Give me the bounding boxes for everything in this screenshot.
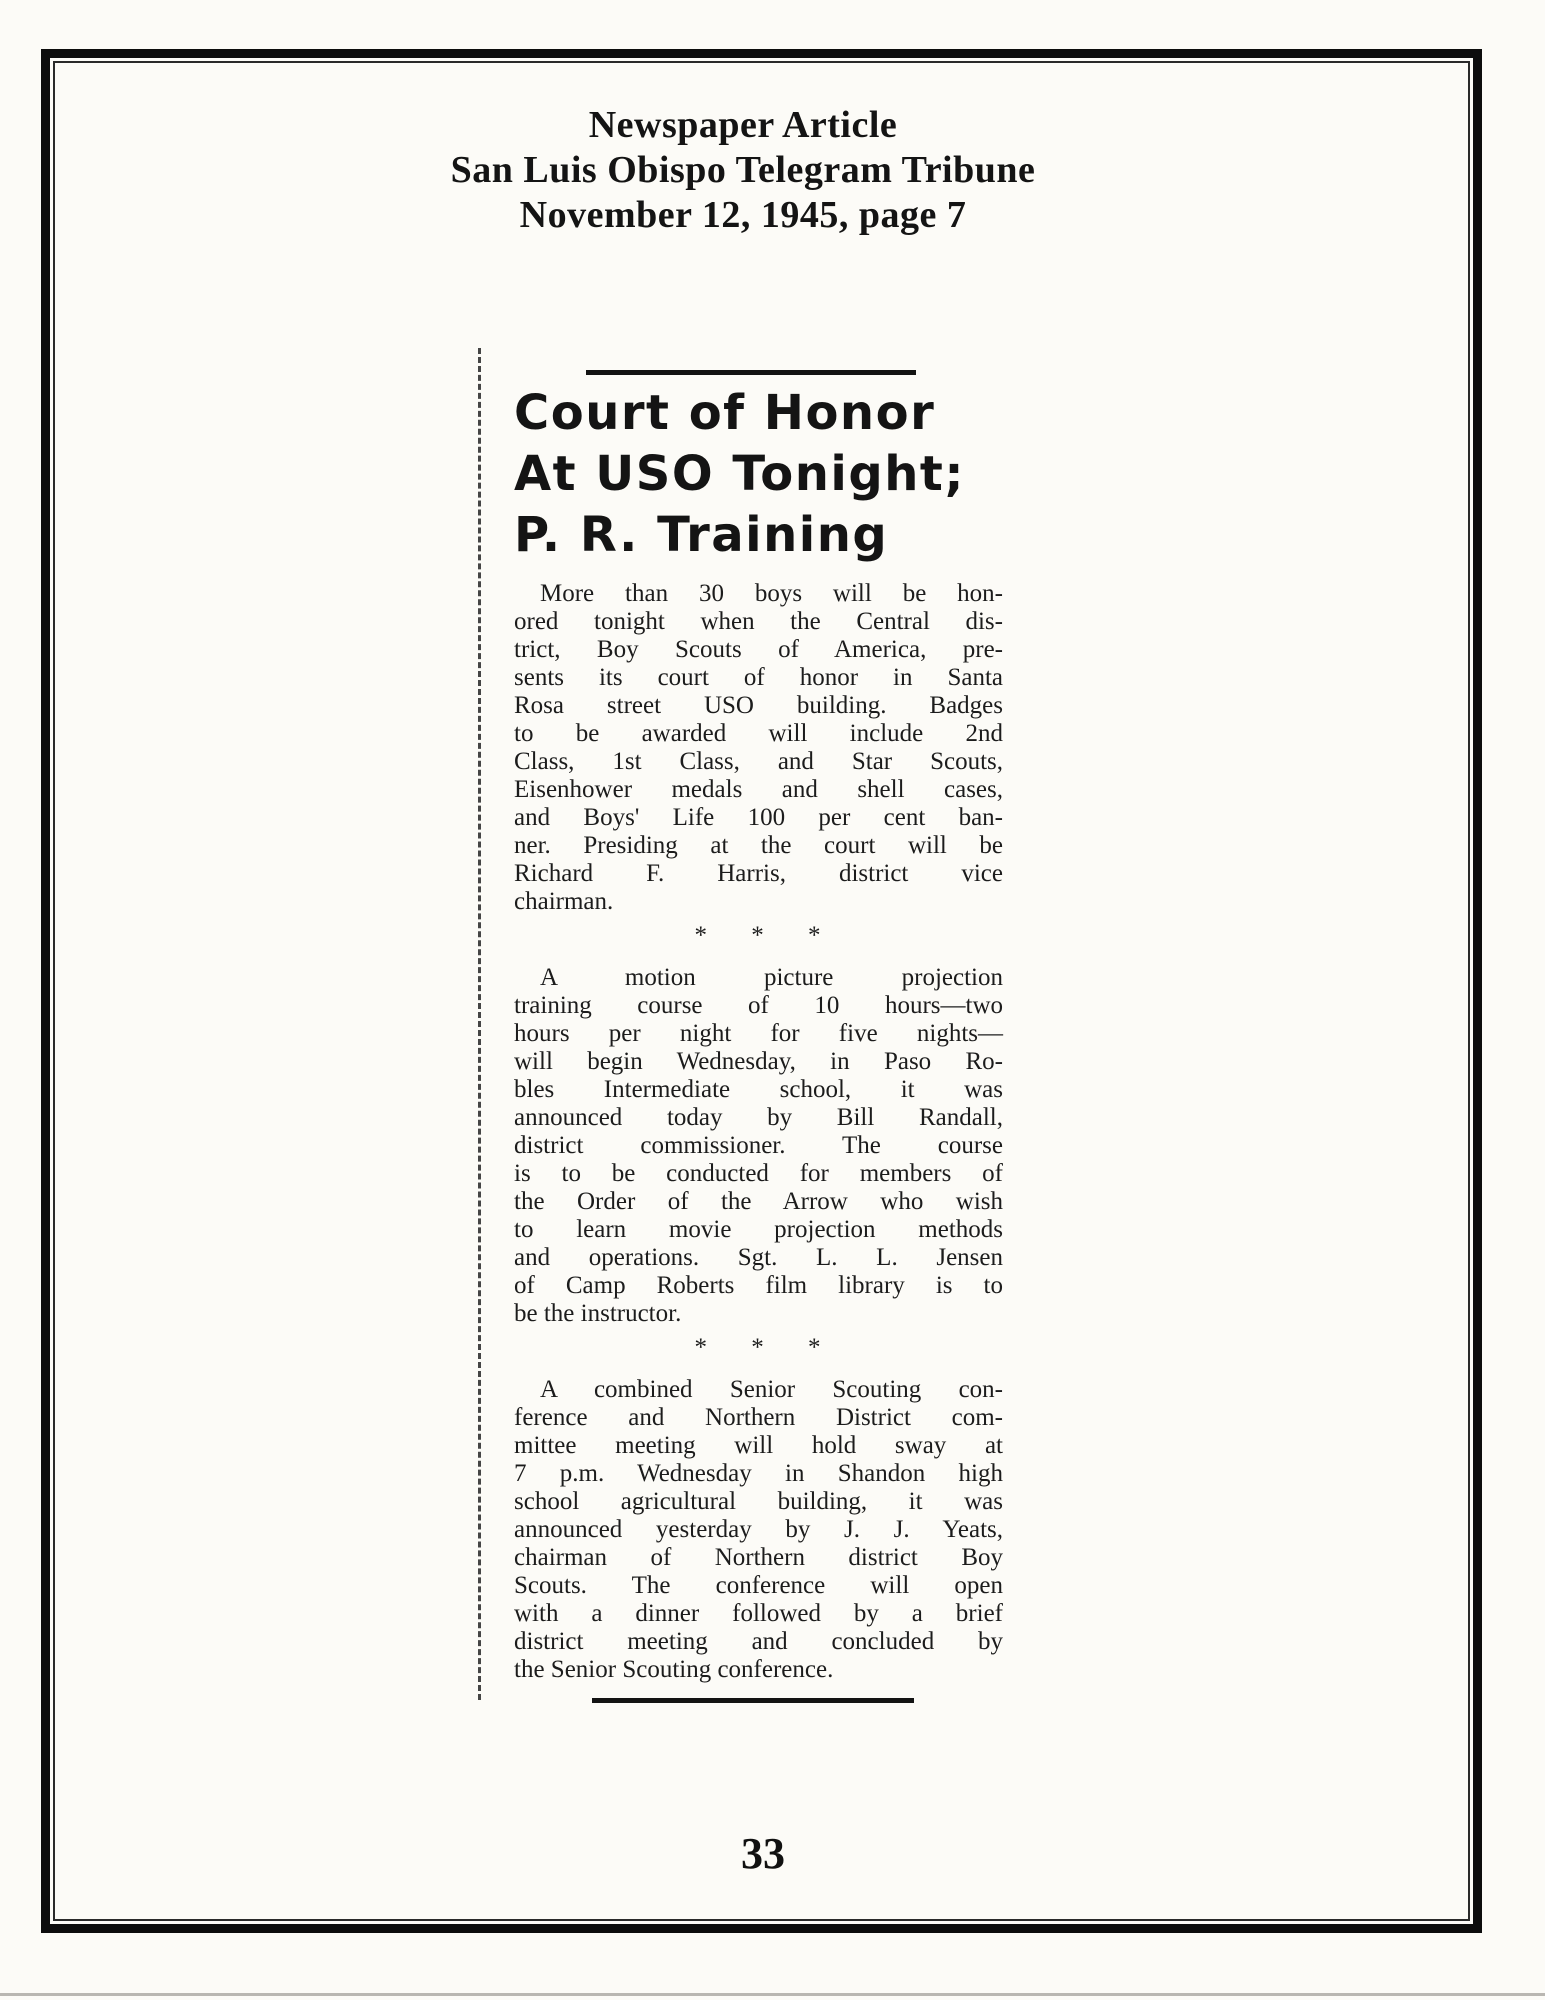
text-line: Eisenhower medals and shell cases, bbox=[514, 776, 1003, 803]
text-line: to learn movie projection methods bbox=[514, 1216, 1003, 1243]
text-line: and operations. Sgt. L. L. Jensen bbox=[514, 1244, 1003, 1271]
text-line: San Luis Obispo Telegram Tribune bbox=[450, 149, 1036, 191]
text-line: ner. Presiding at the court will be bbox=[514, 832, 1003, 859]
article-paragraph-projection-course bbox=[514, 964, 1003, 1328]
text-line: district meeting and concluded by bbox=[514, 1628, 1003, 1655]
text-line: the Order of the Arrow who wish bbox=[514, 1188, 1003, 1215]
text-line: Scouts. The conference will open bbox=[514, 1572, 1003, 1599]
article-paragraph-court-of-honor bbox=[514, 580, 1003, 916]
text-line: A combined Senior Scouting con- bbox=[540, 1376, 1003, 1403]
text-line: More than 30 boys will be hon- bbox=[540, 580, 1003, 607]
text-line: chairman of Northern district Boy bbox=[514, 1544, 1003, 1571]
text-line: At USO Tonight; bbox=[514, 446, 966, 502]
text-line: announced yesterday by J. J. Yeats, bbox=[514, 1516, 1003, 1543]
scan-edge-line bbox=[0, 1993, 1545, 1996]
text-line: November 12, 1945, page 7 bbox=[519, 194, 967, 236]
page-number: 33 bbox=[741, 1829, 785, 1878]
text-line: Newspaper Article bbox=[588, 104, 898, 146]
text-line: P. R. Training bbox=[514, 507, 889, 563]
text-line: the Senior Scouting conference. bbox=[514, 1656, 834, 1683]
text-line: 7 p.m. Wednesday in Shandon high bbox=[514, 1460, 1003, 1487]
clipping-bottom-rule bbox=[592, 1698, 914, 1703]
clipping-headline bbox=[514, 383, 1003, 566]
text-line: trict, Boy Scouts of America, pre- bbox=[514, 636, 1003, 663]
newspaper-clipping bbox=[478, 348, 1003, 1700]
text-line: be the instructor. bbox=[514, 1300, 682, 1327]
text-line: to be awarded will include 2nd bbox=[514, 720, 1003, 747]
text-line: Court of Honor bbox=[514, 385, 936, 441]
asterisk-separator: * * * bbox=[694, 922, 823, 949]
text-line: mittee meeting will hold sway at bbox=[514, 1432, 1003, 1459]
text-line: will begin Wednesday, in Paso Ro- bbox=[514, 1048, 1003, 1075]
text-line: bles Intermediate school, it was bbox=[514, 1076, 1003, 1103]
text-line: A motion picture projection bbox=[540, 964, 1003, 991]
text-line: hours per night for five nights— bbox=[514, 1020, 1003, 1047]
text-line: Richard F. Harris, district vice bbox=[514, 860, 1003, 887]
text-line: and Boys' Life 100 per cent ban- bbox=[514, 804, 1003, 831]
text-line: sents its court of honor in Santa bbox=[514, 664, 1003, 691]
text-line: training course of 10 hours—two bbox=[514, 992, 1003, 1019]
article-paragraph-scouting-conference bbox=[514, 1376, 1003, 1684]
text-line: announced today by Bill Randall, bbox=[514, 1104, 1003, 1131]
clipping-top-rule bbox=[586, 370, 916, 375]
text-line: ference and Northern District com- bbox=[514, 1404, 1003, 1431]
text-line: ored tonight when the Central dis- bbox=[514, 608, 1003, 635]
text-line: chairman. bbox=[514, 888, 614, 915]
text-line: of Camp Roberts film library is to bbox=[514, 1272, 1003, 1299]
page-header-caption bbox=[0, 103, 1486, 238]
text-line: Rosa street USO building. Badges bbox=[514, 692, 1003, 719]
text-line: school agricultural building, it was bbox=[514, 1488, 1003, 1515]
text-line: Class, 1st Class, and Star Scouts, bbox=[514, 748, 1003, 775]
text-line: is to be conducted for members of bbox=[514, 1160, 1003, 1187]
asterisk-separator: * * * bbox=[694, 1334, 823, 1361]
text-line: district commissioner. The course bbox=[514, 1132, 1003, 1159]
text-line: with a dinner followed by a brief bbox=[514, 1600, 1003, 1627]
